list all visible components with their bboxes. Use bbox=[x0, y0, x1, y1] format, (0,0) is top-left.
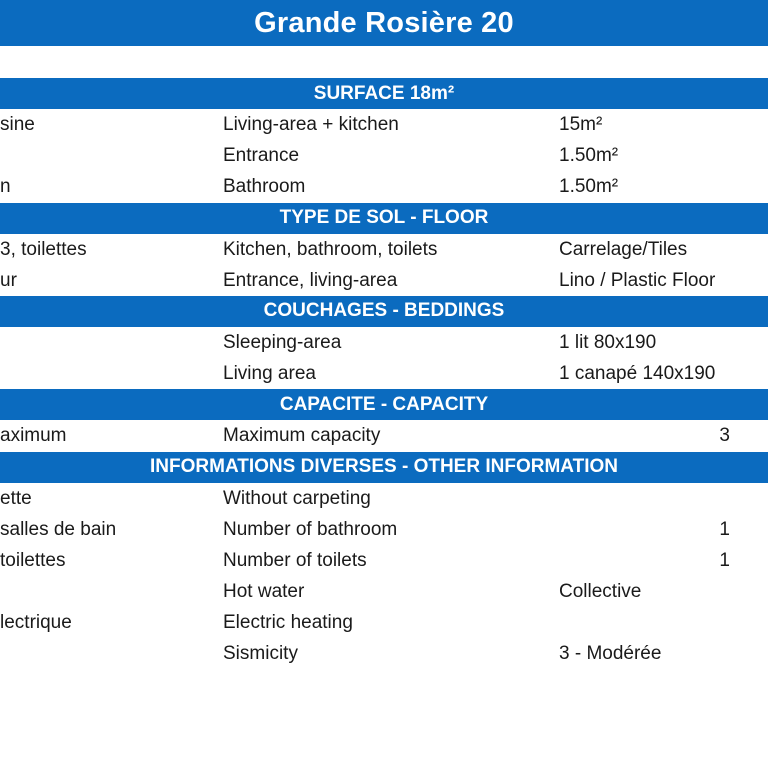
english-label: Bathroom bbox=[223, 176, 306, 198]
section-header: SURFACE 18m² bbox=[0, 78, 768, 109]
number-cell: 3 bbox=[719, 425, 730, 447]
value-cell: Carrelage/Tiles bbox=[559, 238, 688, 260]
english-label: Entrance bbox=[223, 145, 300, 167]
value-cell: 1.50m² bbox=[559, 176, 619, 198]
english-label: Sleeping-area bbox=[223, 331, 342, 353]
english-label: Electric heating bbox=[223, 612, 353, 634]
french-label-cell bbox=[0, 140, 215, 171]
french-label-cell bbox=[0, 109, 215, 140]
value-cell: 1.50m² bbox=[559, 145, 619, 167]
table-row bbox=[0, 358, 768, 389]
english-label: Kitchen, bathroom, toilets bbox=[223, 238, 438, 260]
section bbox=[0, 78, 768, 203]
english-label: Without carpeting bbox=[223, 487, 371, 509]
section bbox=[0, 452, 768, 670]
french-label-cell bbox=[0, 576, 215, 607]
english-label: Maximum capacity bbox=[223, 425, 381, 447]
table-row bbox=[0, 483, 768, 514]
section bbox=[0, 203, 768, 296]
table-row bbox=[0, 607, 768, 638]
english-label: Living-area + kitchen bbox=[223, 114, 399, 135]
french-label: toilettes bbox=[0, 549, 66, 571]
table-row bbox=[0, 327, 768, 358]
value-cell: Lino / Plastic Floor bbox=[559, 269, 716, 291]
english-label: Number of bathroom bbox=[223, 518, 398, 540]
french-label-cell bbox=[0, 265, 215, 296]
english-label: Living area bbox=[223, 363, 316, 385]
french-label-cell bbox=[0, 514, 215, 545]
property-sheet bbox=[0, 78, 768, 670]
value-cell: 15m² bbox=[559, 114, 603, 135]
value-cell: 1 canapé 140x190 bbox=[559, 363, 716, 385]
english-label: Sismicity bbox=[223, 643, 298, 665]
table-row bbox=[0, 171, 768, 202]
french-label-cell bbox=[0, 358, 215, 389]
french-label: ur bbox=[0, 269, 17, 291]
french-label-cell bbox=[0, 420, 215, 451]
french-label-cell bbox=[0, 171, 215, 202]
number-cell: 1 bbox=[719, 518, 730, 540]
table-row bbox=[0, 109, 768, 140]
french-label: salles de bain bbox=[0, 518, 117, 540]
value-cell: Collective bbox=[559, 581, 642, 603]
french-label-cell bbox=[0, 638, 215, 669]
french-label-cell bbox=[0, 545, 215, 576]
section-header: INFORMATIONS DIVERSES - OTHER INFORMATION bbox=[0, 452, 768, 483]
french-label: 3, toilettes bbox=[0, 238, 87, 260]
english-label: Entrance, living-area bbox=[223, 269, 398, 291]
table-row bbox=[0, 234, 768, 265]
value-cell: 3 - Modérée bbox=[559, 643, 662, 665]
value-cell: 1 lit 80x190 bbox=[559, 331, 657, 353]
french-label: lectrique bbox=[0, 612, 72, 634]
table-row bbox=[0, 265, 768, 296]
section bbox=[0, 389, 768, 451]
french-label-cell bbox=[0, 483, 215, 514]
english-label: Hot water bbox=[223, 581, 305, 603]
french-label: sine bbox=[0, 114, 35, 135]
page-title: Grande Rosière 20 bbox=[0, 0, 768, 46]
table-row bbox=[0, 140, 768, 171]
number-cell: 1 bbox=[719, 549, 730, 571]
french-label: aximum bbox=[0, 425, 67, 447]
french-label: ette bbox=[0, 487, 32, 509]
section bbox=[0, 296, 768, 389]
section-header: COUCHAGES - BEDDINGS bbox=[0, 296, 768, 327]
table-row bbox=[0, 576, 768, 607]
table-row bbox=[0, 420, 768, 451]
section-header: CAPACITE - CAPACITY bbox=[0, 389, 768, 420]
section-header: TYPE DE SOL - FLOOR bbox=[0, 203, 768, 234]
table-row bbox=[0, 545, 768, 576]
table-row bbox=[0, 638, 768, 669]
french-label-cell bbox=[0, 327, 215, 358]
table-row bbox=[0, 514, 768, 545]
english-label: Number of toilets bbox=[223, 549, 367, 571]
french-label-cell bbox=[0, 607, 215, 638]
french-label-cell bbox=[0, 234, 215, 265]
french-label: n bbox=[0, 176, 11, 198]
